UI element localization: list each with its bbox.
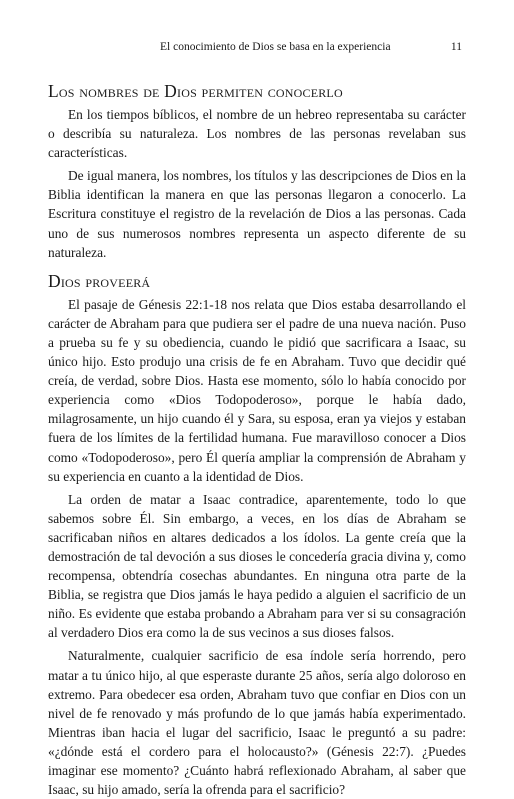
paragraph: De igual manera, los nombres, los títulos y las descripciones de Dios en la Biblia identifican la manera en que las personas llegaron a conocerlo. La Escritura constituye el registro de la revelación de Dios a las personas. Cada uno de sus numerosos nombres representa un aspecto diferente de su naturaleza. (48, 168, 466, 260)
section-heading-nombres: Los nombres de Dios permiten conocerlo (48, 81, 343, 101)
paragraph: La orden de matar a Isaac contradice, aparentemente, todo lo que sabemos sobre Él. Sin embargo, a veces, en los días de Abraham se sacrificaban niños en altares dedicados a los ídolos. La gente creía que la demostración de tal devoción a sus dioses le concedería gracia divina y, como recompensa, obtendría cosechas abundantes. En ninguna otra parte de la Biblia, se registra que Dios jamás le haya pedido a alguien el sacrificio de un niño. Es evidente que estaba probando a Abraham para ver si su consagración al verdadero Dios era como la de sus vecinos a sus dioses falsos. (48, 491, 466, 641)
section-heading-proveera: Dios proveerá (48, 270, 151, 291)
page-body (48, 80, 466, 799)
running-title: El conocimiento de Dios se basa en la experiencia (160, 41, 391, 53)
paragraph: El pasaje de Génesis 22:1-18 nos relata que Dios estaba desarrollando el carácter de Abraham para que pudiera ser el padre de una nueva nación. Puso a prueba su fe y su obediencia, cuando le pidió que sacrificara a Isaac, su único hijo. Esto produjo una crisis de fe en Abraham. Tuvo que decidir qué creía, de verdad, sobre Dios. Hasta ese momento, sólo lo había conocido por experiencia como «Dios Todopoderoso», porque le había dado, milagrosamente, un hijo cuando él y Sara, su esposa, eran ya viejos y estaban fuera de los límites de la fertilidad humana. Fue maravilloso conocer a Dios como «Todopoderoso», pero Él quería ampliar la comprensión de Abraham y su experiencia en cuanto a la identidad de Dios. (48, 296, 466, 484)
paragraph: En los tiempos bíblicos, el nombre de un hebreo representaba su carácter o describía su naturaleza. Los nombres de las personas revelaban sus características. (48, 107, 466, 161)
page-number: 11 (450, 41, 462, 53)
paragraph: Naturalmente, cualquier sacrificio de esa índole sería horrendo, pero matar a tu único hijo, al que esperaste durante 25 años, sería algo doloroso en extremo. Para obedecer esa orden, Abraham tuvo que confiar en Dios con un nivel de fe renovado y más profundo de lo que jamás había experimentado. Mientras iban hacia el lugar del sacrificio, Isaac le preguntó a su padre: «¿dónde está el cordero para el holocausto?» (Génesis 22:7). ¿Puedes imaginar ese momento? ¿Cuánto habrá reflexionado Abraham, al saber que Isaac, su hijo amado, sería la ofrenda para el sacrificio? (48, 648, 466, 798)
